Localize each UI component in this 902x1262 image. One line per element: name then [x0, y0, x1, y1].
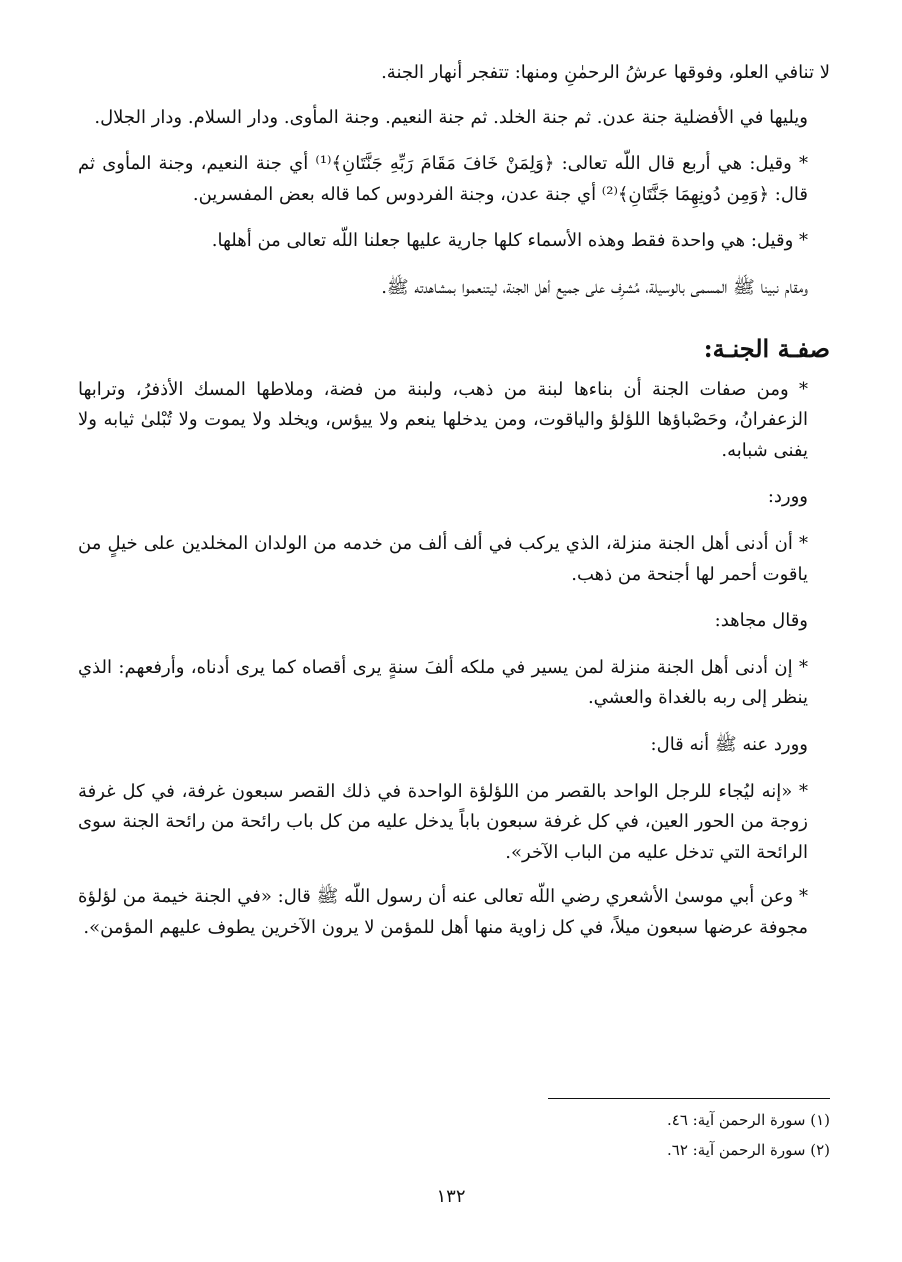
footnote-2: (٢) سورة الرحمن آية: ٦٢.: [667, 1141, 830, 1159]
paragraph-palace-hadith: * «إنه ليُجاء للرجل الواحد بالقصر من اللؤلؤة الواحدة في ذلك القصر سبعون غرفة، في كل غرفة زوجة من الحور العين، في كل غرفة سبعون باباً يدخل عليه من كل باب رائحة من رائحة الجنة سوى الرائحة التي تدخل عليه من الباب الآخر».: [78, 780, 808, 863]
footnote-divider: [548, 1098, 830, 1099]
paragraph-mujahid-intro: وقال مجاهد:: [714, 610, 808, 632]
page-number: ١٣٢: [436, 1186, 466, 1207]
section-heading: صفـة الجنـة:: [703, 333, 830, 363]
paragraph-lowest-rank: * أن أدنى أهل الجنة منزلة، الذي يركب في ألف ألف من خدمه من الولدان المخلدين على خيلٍ من ياقوت أحمر لها أجنحة من ذهب.: [78, 532, 808, 585]
paragraph-four-gardens: * وقيل: هي أربع قال اللّه تعالى: ﴿وَلِمَنْ خَافَ مَقَامَ رَبِّهِ جَنَّتَانِ﴾⁽¹⁾ أي جنة النعيم، وجنة المأوى ثم قال: ﴿وَمِن دُونِهِمَا جَنَّتَانِ﴾⁽²⁾ أي جنة عدن، وجنة الفردوس كما قاله بعض المفسرين.: [78, 153, 808, 205]
paragraph-mujahid-quote: * إن أدنى أهل الجنة منزلة لمن يسير في ملكه ألفَ سنةٍ يرى أقصاه كما يرى أدناه، وأرفعهم: الذي ينظر إلى ربه بالغداة والعشي.: [78, 656, 808, 709]
footnotes: [430, 1108, 830, 1168]
paragraph-one-garden: * وقيل: هي واحدة فقط وهذه الأسماء كلها جارية عليها جعلنا اللّه تعالى من أهلها.: [211, 230, 808, 252]
paragraph-abu-musa: * وعن أبي موسىٰ الأشعري رضي اللّه تعالى عنه أن رسول اللّه ﷺ قال: «في الجنة خيمة من لؤلؤة مجوفة عرضها سبعون ميلاً، في كل زاوية منها أهل للمؤمن لا يرون الآخرين يطوف عليهم المؤمن».: [78, 886, 808, 938]
paragraph-wasila: ومقام نبينا ﷺ المسمى بالوسيلة، مُشرِف على جميع أهل الجنة، ليتنعموا بمشاهدته ﷺ.: [381, 276, 808, 298]
paragraph-hadith-intro: وورد عنه ﷺ أنه قال:: [650, 733, 808, 755]
paragraph-ranking: ويليها في الأفضلية جنة عدن. ثم جنة الخلد. ثم جنة النعيم. وجنة المأوى. ودار السلام. ودار الجلال.: [94, 106, 808, 128]
paragraph-description: * ومن صفات الجنة أن بناءها لبنة من ذهب، ولبنة من فضة، وملاطها المسك الأذفرُ، وترابها الزعفرانُ، وحَصْباؤها اللؤلؤ والياقوت، ومن يدخلها ينعم ولا ييؤس، ويخلد ولا يموت ولا تُبْلىٰ ثيابه ولا يفنى شبابه.: [78, 378, 808, 461]
footnote-1: (١) سورة الرحمن آية: ٤٦.: [667, 1111, 830, 1129]
paragraph-intro: لا تنافي العلو، وفوقها عرشُ الرحمٰنِ ومنها: تتفجر أنهار الجنة.: [381, 62, 830, 83]
paragraph-warad: وورد:: [767, 486, 808, 508]
